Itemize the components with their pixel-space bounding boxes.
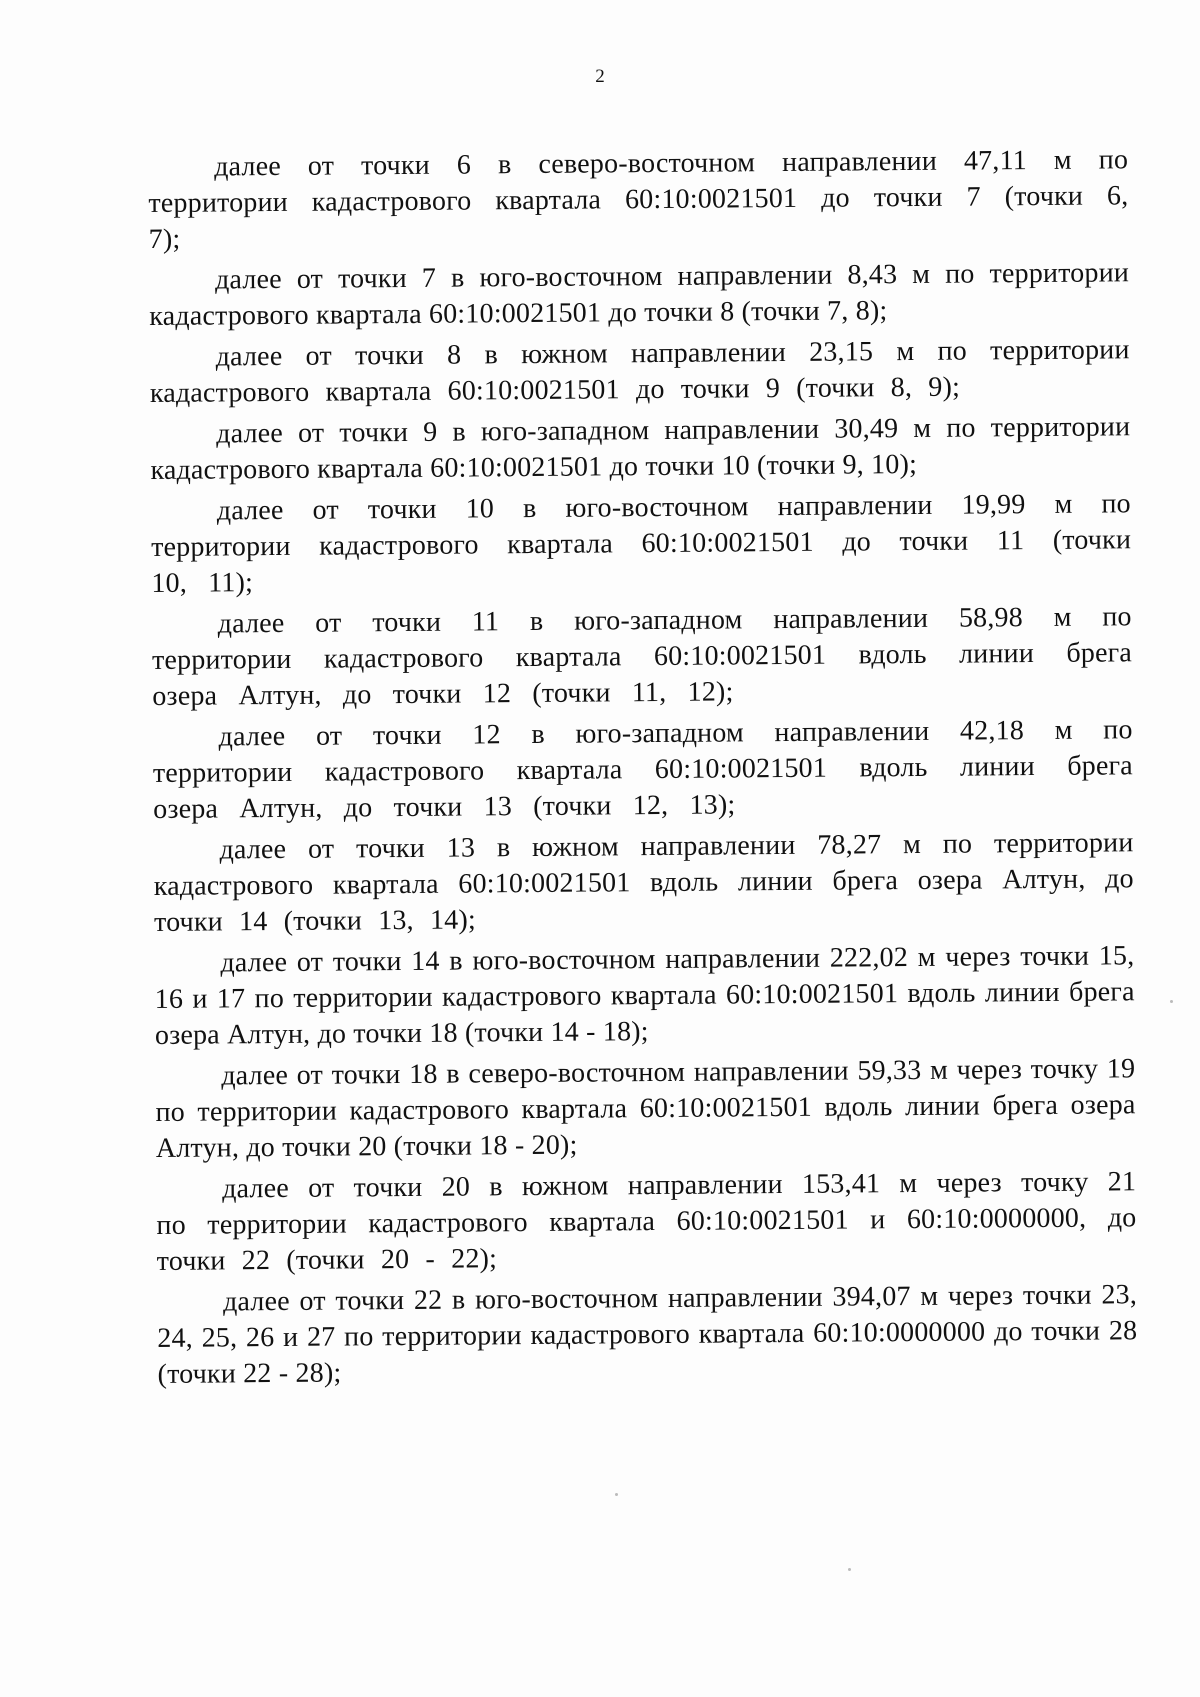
paragraph: далее от точки 7 в юго-восточном направлении 8,43 м по территории кадастрового квартала 60:10:0021501 до точки 8 (точки 7, 8);: [149, 257, 1130, 332]
scan-artifact: [848, 1568, 851, 1571]
paragraph: далее от точки 10 в юго-восточном направлении 19,99 м по территории кадастрового квартала 60:10:0021501 до точки 11 (точки 10, 11);: [151, 488, 1132, 599]
document-body: [148, 142, 1138, 1398]
paragraph: далее от точки 20 в южном направлении 153,41 м через точку 21 по территории кадастрового квартала 60:10:0021501 и 60:10:0000000, до точки 22 (точки 20 - 22);: [156, 1166, 1137, 1277]
paragraph: далее от точки 22 в юго-восточном направлении 394,07 м через точки 23, 24, 25, 26 и 27 по территории кадастрового квартала 60:10:0000000 до точки 28 (точки 22 - 28);: [157, 1279, 1138, 1390]
paragraph: далее от точки 12 в юго-западном направлении 42,18 м по территории кадастрового квартала 60:10:0021501 вдоль линии брега озера Алтун, до точки 13 (точки 12, 13);: [152, 714, 1133, 825]
paragraph: далее от точки 8 в южном направлении 23,15 м по территории кадастрового квартала 60:10:0021501 до точки 9 (точки 8, 9);: [149, 334, 1130, 409]
paragraph: далее от точки 14 в юго-восточном направлении 222,02 м через точки 15, 16 и 17 по территории кадастрового квартала 60:10:0021501 вдоль линии брега озера Алтун, до точки 18 (точки 14 - 18);: [154, 940, 1135, 1051]
scan-artifact: [615, 1493, 618, 1496]
paragraph: далее от точки 13 в южном направлении 78,27 м по территории кадастрового квартала 60:10:0021501 вдоль линии брега озера Алтун, до точки 14 (точки 13, 14);: [153, 827, 1134, 938]
paragraph: далее от точки 9 в юго-западном направлении 30,49 м по территории кадастрового квартала 60:10:0021501 до точки 10 (точки 9, 10);: [150, 411, 1131, 486]
paragraph: далее от точки 6 в северо-восточном направлении 47,11 м по территории кадастрового квартала 60:10:0021501 до точки 7 (точки 6, 7);: [148, 144, 1129, 255]
scan-artifact: [1170, 1000, 1173, 1003]
page-number: 2: [595, 66, 605, 87]
paragraph: далее от точки 11 в юго-западном направлении 58,98 м по территории кадастрового квартала 60:10:0021501 вдоль линии брега озера Алтун, до точки 12 (точки 11, 12);: [151, 601, 1133, 712]
paragraph: далее от точки 18 в северо-восточном направлении 59,33 м через точку 19 по территории кадастрового квартала 60:10:0021501 вдоль линии брега озера Алтун, до точки 20 (точки 18 - 20);: [155, 1053, 1136, 1164]
